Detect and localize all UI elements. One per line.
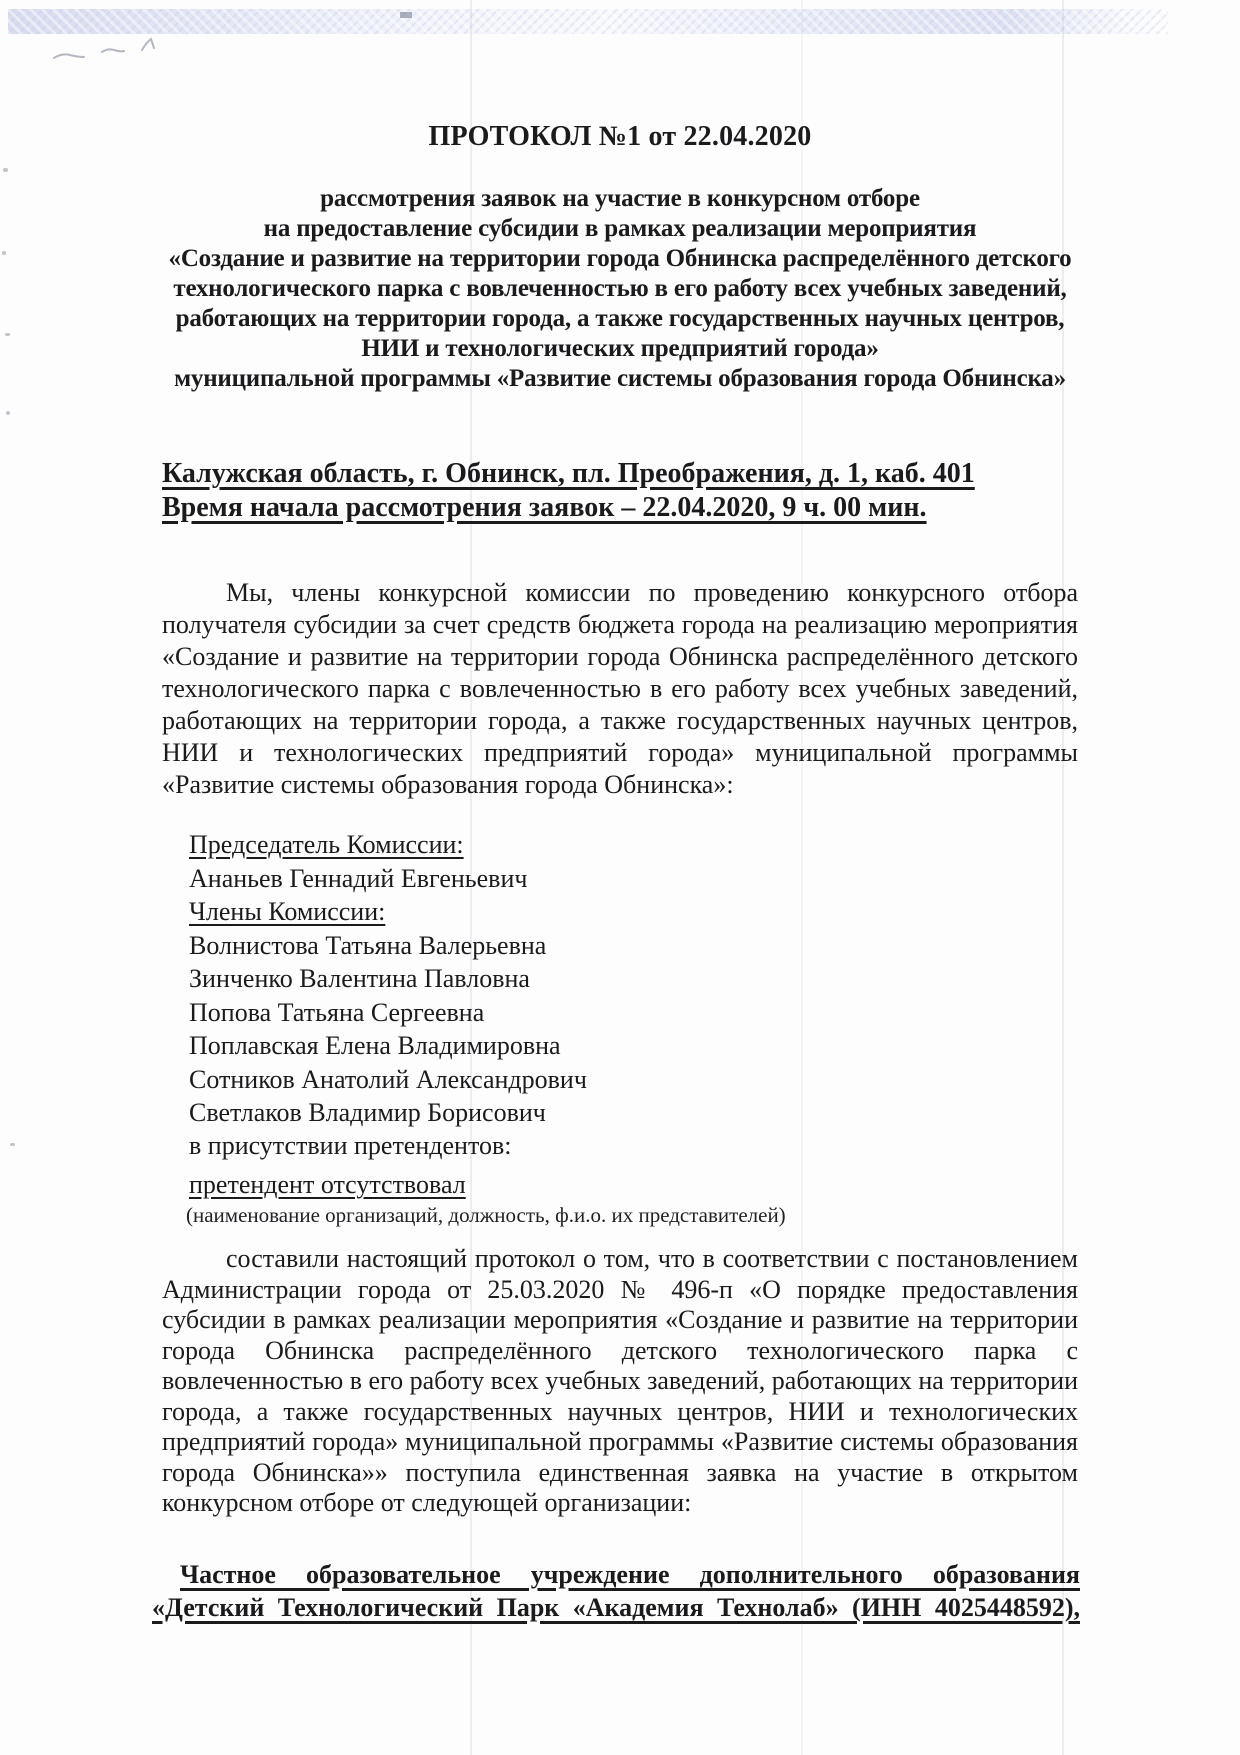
subtitle-line: НИИ и технологических предприятий города» bbox=[361, 335, 879, 362]
subtitle-line: рассмотрения заявок на участие в конкурсном отборе bbox=[320, 185, 920, 212]
member-name: Волнистова Татьяна Валерьевна bbox=[189, 930, 547, 960]
member-name: Попова Татьяна Сергеевна bbox=[189, 997, 485, 1027]
resolution-paragraph: составили настоящий протокол о том, что в соответствии с постановлением Администрации города от 25.03.2020 № 496-п «О порядке предоставления субсидии в рамках реализации мероприятия «Создание и развитие на территории города Обнинска распределённого детского технологического парка с вовлеченностью в его работу всех учебных заведений, работающих на территории города, а также государственных научных центров, НИИ и технологических предприятий города» муниципальной программы «Развитие системы образования города Обнинска»» поступила единственная заявка на участие в открытом конкурсном отборе от следующей организации: bbox=[162, 1244, 1078, 1517]
meeting-location-block bbox=[162, 457, 975, 525]
applicant-line: «Детский Технологический Парк «Академия Технолаб» (ИНН 4025448592), bbox=[152, 1593, 1080, 1622]
subtitle-line: технологического парка с вовлеченностью в его работу всех учебных заведений, bbox=[173, 275, 1067, 302]
subtitle-line: «Создание и развитие на территории города Обнинска распределённого детского bbox=[168, 245, 1072, 272]
document-title: ПРОТОКОЛ №1 от 22.04.2020 bbox=[428, 121, 812, 152]
applicant-line: Частное образовательное учреждение дополнительного образования bbox=[180, 1560, 1080, 1589]
subtitle-line: на предоставление субсидии в рамках реализации мероприятия bbox=[263, 215, 977, 242]
scan-artifact-dash bbox=[400, 12, 412, 18]
location-line: Калужская область, г. Обнинск, пл. Преображения, д. 1, каб. 401 bbox=[162, 458, 975, 489]
scan-speck bbox=[3, 168, 8, 172]
applicant-organization-block bbox=[152, 1558, 1080, 1624]
chairman-name: Ананьев Геннадий Евгеньевич bbox=[189, 863, 528, 893]
members-label: Члены Комиссии: bbox=[189, 897, 386, 926]
attendance-presence-line: в присутствии претендентов: bbox=[189, 1131, 512, 1160]
subtitle-line: муниципальной программы «Развитие системы образования города Обнинска» bbox=[174, 365, 1066, 392]
start-time-line: Время начала рассмотрения заявок – 22.04.2020, 9 ч. 00 мин. bbox=[162, 492, 927, 523]
scan-speck bbox=[6, 411, 10, 415]
subtitle-line: работающих на территории города, а также государственных научных центров, bbox=[175, 305, 1065, 332]
chairman-label: Председатель Комиссии: bbox=[189, 830, 464, 859]
member-name: Поплавская Елена Владимировна bbox=[189, 1031, 561, 1060]
scanner-edge-band bbox=[8, 9, 1168, 34]
commission-list bbox=[189, 828, 587, 1130]
scan-speck bbox=[10, 1143, 15, 1146]
member-name: Зинченко Валентина Павловна bbox=[189, 964, 530, 993]
pencil-squiggle-mark bbox=[48, 34, 180, 70]
document-subtitle bbox=[0, 184, 1240, 394]
intro-paragraph: Мы, члены конкурсной комиссии по проведению конкурсного отбора получателя субсидии за счет средств бюджета города на реализацию мероприятия «Создание и развитие на территории города Обнинска распределённого детского технологического парка с вовлеченностью в его работу всех учебных заведений, работающих на территории города, а также государственных научных центров, НИИ и технологических предприятий города» муниципальной программы «Развитие системы образования города Обнинска»: bbox=[162, 578, 1078, 799]
member-name: Светлаков Владимир Борисович bbox=[189, 1098, 546, 1127]
attendance-note: (наименование организаций, должность, ф.и.о. их представителей) bbox=[186, 1203, 786, 1227]
attendance-absent-line: претендент отсутствовал bbox=[189, 1170, 466, 1199]
member-name: Сотников Анатолий Александрович bbox=[189, 1064, 587, 1094]
